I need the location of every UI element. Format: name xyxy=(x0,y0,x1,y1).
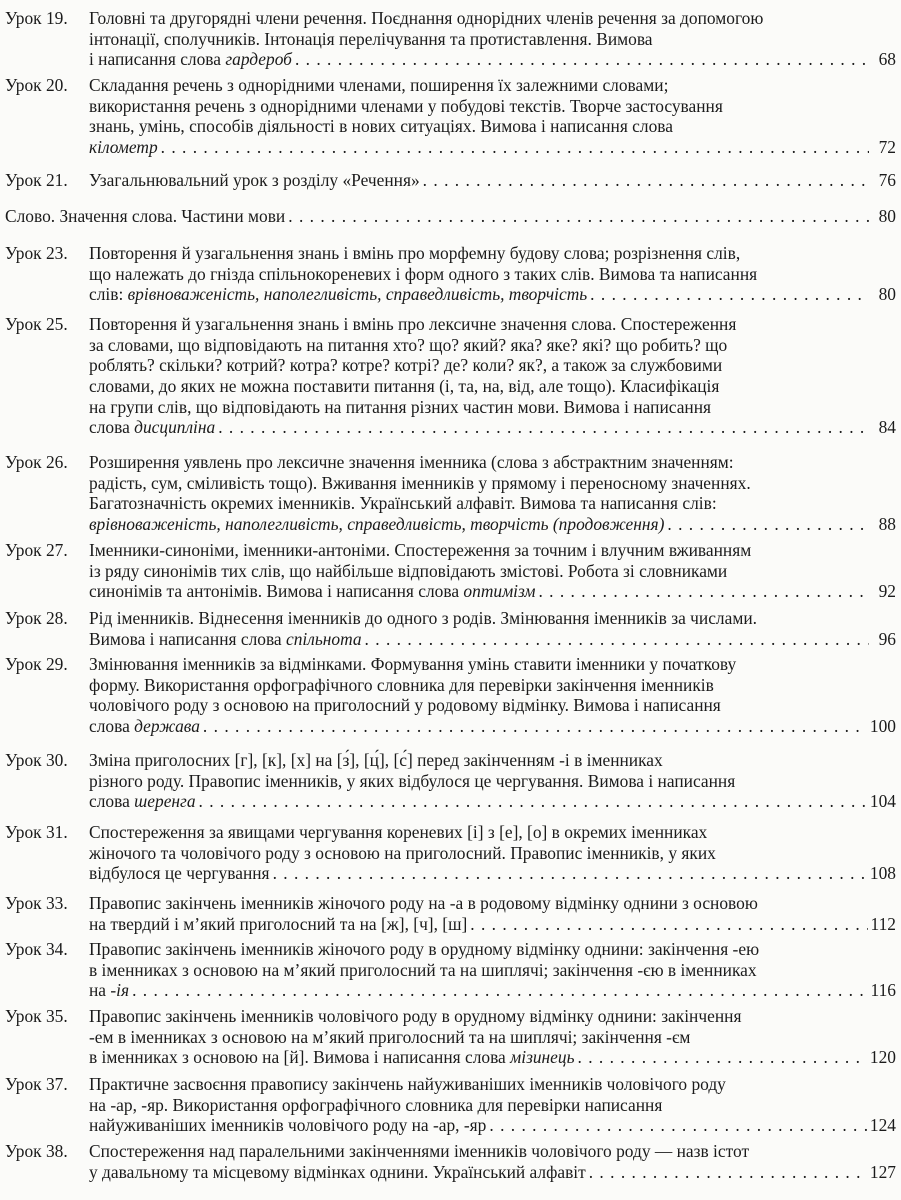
page-number: 104 xyxy=(869,791,896,812)
lesson-description xyxy=(89,170,896,191)
page-number: 80 xyxy=(878,205,896,226)
entry-last-text xyxy=(89,1162,586,1183)
entry-last-line xyxy=(89,137,896,158)
description-line: Практичне засвоєння правопису закінчень найуживаніших іменників чоловічого роду xyxy=(89,1074,726,1094)
entry-last-plain: синонімів та антонімів. Вимова і написання слова xyxy=(89,581,464,602)
page-number: 124 xyxy=(869,1115,896,1136)
description-line: Зміна приголосних [г], [к], [х] на [з́], [ц́], [с́] перед закінченням -і в іменниках xyxy=(89,750,663,770)
page-number: 100 xyxy=(869,716,896,737)
lesson-description xyxy=(89,452,896,535)
entry-last-plain: на твердий і м’який приголосний та на [ж], [ч], [ш] xyxy=(89,913,468,934)
entry-last-line xyxy=(89,514,896,535)
page-number: 127 xyxy=(869,1161,896,1182)
page-number: 76 xyxy=(878,169,896,190)
dot-leader xyxy=(578,1047,867,1068)
lesson-label: Урок 30. xyxy=(5,750,68,770)
lesson-description xyxy=(89,893,896,934)
lesson-description xyxy=(89,1006,896,1068)
description-line: на -ар, -яр. Використання орфографічного словника для перевірки написання xyxy=(89,1094,663,1115)
lesson-label: Урок 33. xyxy=(5,893,68,913)
description-line: Розширення уявлень про лексичне значення іменника (слова з абстрактним значенням: xyxy=(89,452,734,472)
description-line: Правопис закінчень іменників чоловічого роду в орудному відмінку однини: закінчення xyxy=(89,1006,742,1026)
entry-last-text xyxy=(89,716,200,737)
entry-last-italic: оптимізм xyxy=(463,581,536,602)
lesson-label: Урок 21. xyxy=(5,170,68,190)
page-number: 92 xyxy=(878,581,896,602)
dot-leader xyxy=(589,1162,867,1183)
lesson-description xyxy=(89,314,896,438)
entry-last-italic: -ія xyxy=(110,980,130,1001)
lesson-label: Урок 23. xyxy=(5,243,68,263)
description-line: Змінювання іменників за відмінками. Формування умінь ставити іменники у початкову xyxy=(89,654,737,674)
entry-last-line xyxy=(89,170,896,191)
description-line: за словами, що відповідають на питання хто? що? який? яка? яке? які? що робить? що xyxy=(89,334,728,355)
entry-last-italic: гардероб xyxy=(225,49,292,70)
entry-last-italic: спільнота xyxy=(286,628,362,649)
entry-last-line xyxy=(89,863,896,884)
lesson-label: Урок 26. xyxy=(5,452,68,472)
entry-last-text xyxy=(89,1047,575,1068)
description-line: Іменники-синоніми, іменники-антоніми. Спостереження за точним і влучним вживанням xyxy=(89,540,752,560)
description-line: Складання речень з однорідними членами, поширення їх залежними словами; xyxy=(89,75,669,95)
entry-last-plain: найуживаніших іменників чоловічого роду на -ар, -яр xyxy=(89,1115,487,1136)
description-line: Спостереження за явищами чергування кореневих [і] з [е], [о] в окремих іменниках xyxy=(89,822,708,842)
page-number: 120 xyxy=(869,1047,896,1068)
description-line: в іменниках з основою на м’який приголосний та на шиплячі; закінчення -єю в іменниках xyxy=(89,959,757,980)
entry-last-plain: у давальному та місцевому відмінках однини. Український алфавіт xyxy=(89,1161,586,1182)
lesson-description xyxy=(89,243,896,305)
description-line: Спостереження над паралельними закінченнями іменників чоловічого роду — назв істот xyxy=(89,1141,750,1161)
entry-last-line xyxy=(89,49,896,70)
entry-last-line xyxy=(89,1115,896,1136)
entry-last-plain: Узагальнювальний урок з розділу «Речення» xyxy=(89,169,420,190)
description-line: із ряду синонімів тих слів, що найбільше відповідають змістові. Робота зі словниками xyxy=(89,560,728,581)
lesson-label: Урок 19. xyxy=(5,8,68,28)
entry-last-plain: слова xyxy=(89,716,135,737)
dot-leader xyxy=(295,49,869,70)
description-line: Повторення й узагальнення знань і вмінь про морфемну будову слова; розрізнення слів, xyxy=(89,243,741,263)
entry-last-line xyxy=(89,716,896,737)
description-line: радість, сум, сміливість тощо). Вживання іменників у прямому і переносному значеннях. xyxy=(89,472,751,493)
entry-last-text xyxy=(89,49,292,70)
lesson-label: Урок 25. xyxy=(5,314,68,334)
description-line: знань, умінь, способів діяльності в нових ситуаціях. Вимова і написання слова xyxy=(89,116,673,137)
description-line: словами, до яких не можна поставити питання (і, та, на, від, але тощо). Класифікація xyxy=(89,376,720,397)
description-line: використання речень з однорідними членами у побудові текстів. Творче застосування xyxy=(89,95,723,116)
entry-last-italic: врівноваженість, наполегливість, справедливість, творчість (продовження) xyxy=(89,514,665,535)
description-line: роблять? скільки? котрий? котра? котре? котрі? де? коли? як?, а також за службовими xyxy=(89,355,723,376)
lesson-label: Урок 27. xyxy=(5,540,68,560)
entry-last-italic: дисципліна xyxy=(134,417,216,438)
lesson-description xyxy=(89,540,896,602)
dot-leader xyxy=(538,581,869,602)
lesson-label: Урок 37. xyxy=(5,1074,68,1094)
page-number: 88 xyxy=(878,514,896,535)
entry-last-line xyxy=(89,417,896,438)
lesson-description xyxy=(89,1141,896,1182)
lesson-label: Урок 31. xyxy=(5,822,68,842)
entry-last-plain: слова xyxy=(89,791,135,812)
description-line: Правопис закінчень іменників жіночого роду в орудному відмінку однини: закінчення -ею xyxy=(89,939,760,959)
description-line: що належать до гнізда спільнокореневих і форм одного з таких слів. Вимова та написання xyxy=(89,263,758,284)
entry-last-line xyxy=(89,1162,896,1183)
entry-last-italic: врівноваженість, наполегливість, справедливість, творчість xyxy=(127,284,588,305)
page-number: 72 xyxy=(878,137,896,158)
description-line: Повторення й узагальнення знань і вмінь про лексичне значення слова. Спостереження xyxy=(89,314,737,334)
dot-leader xyxy=(218,417,869,438)
entry-last-text xyxy=(89,791,196,812)
description-line: Правопис закінчень іменників жіночого роду на -а в родовому відмінку однини з основою xyxy=(89,893,758,913)
entry-last-text xyxy=(89,1115,486,1136)
dot-leader xyxy=(132,980,867,1001)
entry-last-text xyxy=(89,629,362,650)
entry-last-text xyxy=(89,284,587,305)
description-line: Багатозначність окремих іменників. Український алфавіт. Вимова та написання слів: xyxy=(89,493,717,514)
description-line: жіночого та чоловічого роду з основою на приголосний. Правопис іменників, у яких xyxy=(89,842,716,863)
entry-last-line xyxy=(89,581,896,602)
lesson-label: Урок 20. xyxy=(5,75,68,95)
lesson-label: Урок 28. xyxy=(5,608,68,628)
section-title: Слово. Значення слова. Частини мови xyxy=(5,205,286,226)
dot-leader xyxy=(199,791,867,812)
description-line: Головні та другорядні члени речення. Поєднання однорідних членів речення за допомогою xyxy=(89,8,764,28)
entry-last-plain: і написання слова xyxy=(89,49,226,70)
entry-last-text xyxy=(89,417,215,438)
description-line: інтонації, сполучників. Інтонація перелічування та протиставлення. Вимова xyxy=(89,28,653,49)
entry-last-line xyxy=(89,1047,896,1068)
dot-leader xyxy=(590,284,869,305)
dot-leader xyxy=(273,863,867,884)
lesson-description xyxy=(89,822,896,884)
entry-last-line xyxy=(89,629,896,650)
lesson-label: Урок 34. xyxy=(5,939,68,959)
dot-leader xyxy=(489,1115,867,1136)
page-number: 84 xyxy=(878,417,896,438)
lesson-description xyxy=(89,75,896,158)
description-line: Рід іменників. Віднесення іменників до одного з родів. Змінювання іменників за числами. xyxy=(89,608,757,628)
description-line: різного роду. Правопис іменників, у яких відбулося це чергування. Вимова і написання xyxy=(89,770,736,791)
page-number: 68 xyxy=(878,49,896,70)
lesson-label: Урок 35. xyxy=(5,1006,68,1026)
entry-last-italic: держава xyxy=(134,716,200,737)
dot-leader xyxy=(423,170,869,191)
entry-last-plain: слів: xyxy=(89,284,128,305)
entry-last-plain: в іменниках з основою на [й]. Вимова і написання слова xyxy=(89,1047,511,1068)
entry-last-text xyxy=(89,914,467,935)
description-line: на групи слів, що відповідають на питання різних частин мови. Вимова і написання xyxy=(89,396,712,417)
entry-last-plain: слова xyxy=(89,417,135,438)
entry-last-line xyxy=(89,914,896,935)
lesson-label: Урок 38. xyxy=(5,1141,68,1161)
lesson-description xyxy=(89,1074,896,1136)
page-number: 116 xyxy=(870,980,896,1001)
entry-last-text xyxy=(89,863,270,884)
description-line: -ем в іменниках з основою на м’який приголосний та на шиплячі; закінчення -єм xyxy=(89,1026,691,1047)
dot-leader xyxy=(667,514,869,535)
dot-leader xyxy=(203,716,867,737)
entry-last-line xyxy=(89,980,896,1001)
page-number: 108 xyxy=(869,863,896,884)
page-number: 96 xyxy=(878,628,896,649)
entry-last-line xyxy=(89,791,896,812)
lesson-description xyxy=(89,608,896,649)
page-number: 80 xyxy=(878,284,896,305)
entry-last-italic: шеренга xyxy=(134,791,196,812)
lesson-description xyxy=(89,654,896,737)
entry-last-text xyxy=(89,581,535,602)
dot-leader xyxy=(470,914,867,935)
section-line xyxy=(5,206,896,227)
lesson-description xyxy=(89,750,896,812)
page-number: 112 xyxy=(870,913,896,934)
dot-leader xyxy=(288,206,869,227)
description-line: чоловічого роду з основою на приголосний у родовому відмінку. Вимова і написання xyxy=(89,695,721,716)
entry-last-plain: відбулося це чергування xyxy=(89,863,270,884)
entry-last-text xyxy=(89,137,158,158)
lesson-label: Урок 29. xyxy=(5,654,68,674)
entry-last-line xyxy=(89,284,896,305)
entry-last-italic: кілометр xyxy=(89,137,158,158)
entry-last-plain: Вимова і написання слова xyxy=(89,628,286,649)
lesson-description xyxy=(89,939,896,1001)
entry-last-italic: мізинець xyxy=(510,1047,575,1068)
description-line: форму. Використання орфографічного словника для перевірки закінчення іменників xyxy=(89,674,714,695)
dot-leader xyxy=(365,629,869,650)
entry-last-text xyxy=(89,514,664,535)
entry-last-text xyxy=(89,170,420,191)
lesson-description xyxy=(89,8,896,70)
section-heading[interactable] xyxy=(5,206,896,227)
dot-leader xyxy=(161,137,869,158)
entry-last-text xyxy=(89,980,129,1001)
entry-last-plain: на xyxy=(89,980,111,1001)
